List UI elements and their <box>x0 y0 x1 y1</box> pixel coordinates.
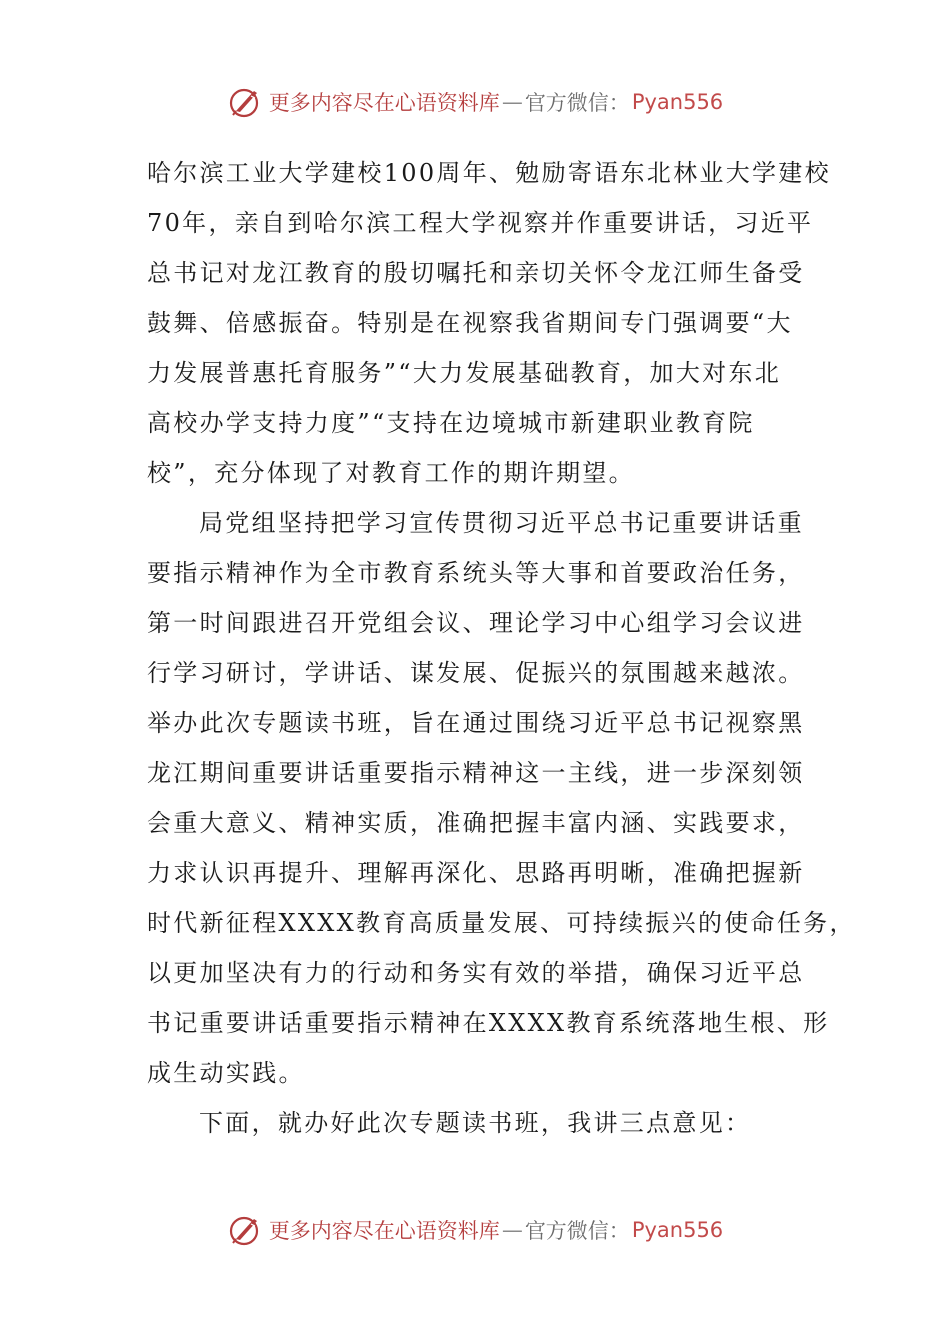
header-wechat-id: Pyan556 <box>631 90 724 114</box>
text-line: 龙江期间重要讲话重要指示精神这一主线，进一步深刻领 <box>147 759 805 787</box>
document-body <box>147 148 856 1148</box>
text-line: 要指示精神作为全市教育系统头等大事和首要政治任务， <box>147 559 805 587</box>
text-line: 行学习研讨，学讲话、谋发展、促振兴的氛围越来越浓。 <box>147 659 805 687</box>
text-line: 高校办学支持力度”“支持在边境城市新建职业教育院 <box>147 409 755 437</box>
text-line: 校”，充分体现了对教育工作的期许期望。 <box>147 459 635 487</box>
text-line: 鼓舞、倍感振奋。特别是在视察我省期间专门强调要“大 <box>147 309 793 337</box>
text-line: 力求认识再提升、理解再深化、思路再明晰，准确把握新 <box>147 859 805 887</box>
paragraph-start-line: 局党组坚持把学习宣传贯彻习近平总书记重要讲话重 <box>199 509 804 537</box>
footer-site-text: 更多内容尽在心语资料库 <box>268 1219 500 1243</box>
text-line: 70年，亲自到哈尔滨工程大学视察并作重要讲话，习近平 <box>147 209 814 237</box>
text-line: 哈尔滨工业大学建校100周年、勉励寄语东北林业大学建校 <box>147 159 831 187</box>
text-line: 时代新征程XXXX教育高质量发展、可持续振兴的使命任务， <box>147 909 856 937</box>
header-banner <box>0 80 950 124</box>
text-line: 总书记对龙江教育的殷切嘱托和亲切关怀令龙江师生备受 <box>147 259 805 287</box>
footer-banner <box>0 1208 950 1252</box>
text-line: 书记重要讲话重要指示精神在XXXX教育系统落地生根、形 <box>147 1009 830 1037</box>
text-line: 第一时间跟进召开党组会议、理论学习中心组学习会议进 <box>147 609 805 637</box>
text-line: 举办此次专题读书班，旨在通过围绕习近平总书记视察黑 <box>147 709 805 737</box>
quill-pen-icon <box>227 84 263 120</box>
footer-wechat-id: Pyan556 <box>631 1218 724 1242</box>
header-separator: — <box>501 90 523 114</box>
footer-wechat-label: 官方微信： <box>524 1219 630 1243</box>
text-line: 成生动实践。 <box>147 1059 305 1087</box>
text-line: 以更加坚决有力的行动和务实有效的举措，确保习近平总 <box>147 959 805 987</box>
text-line: 会重大意义、精神实质，准确把握丰富内涵、实践要求， <box>147 809 805 837</box>
header-site-text: 更多内容尽在心语资料库 <box>268 91 500 115</box>
quill-pen-icon <box>227 1212 263 1248</box>
paragraph-start-line: 下面，就办好此次专题读书班，我讲三点意见： <box>199 1109 752 1137</box>
footer-separator: — <box>501 1218 523 1242</box>
header-wechat-label: 官方微信： <box>524 91 630 115</box>
text-line: 力发展普惠托育服务”“大力发展基础教育，加大对东北 <box>147 359 782 387</box>
